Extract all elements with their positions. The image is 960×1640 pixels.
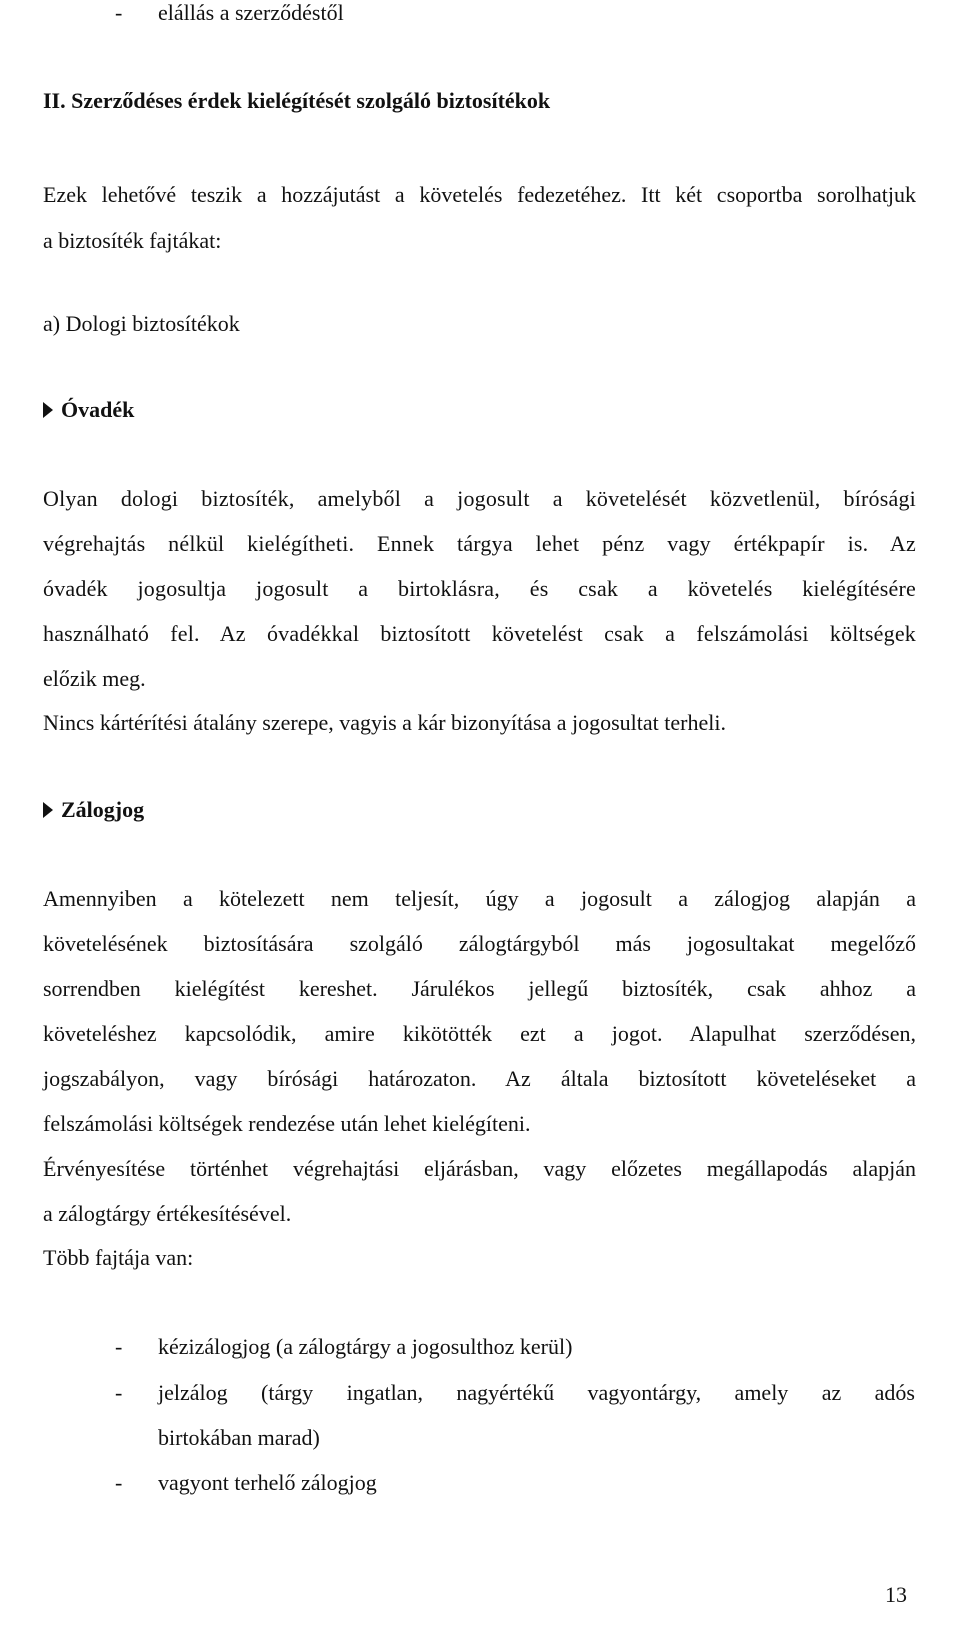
zalogjog-enforce-line-2: a zálogtárgy értékesítésével.	[43, 1201, 292, 1226]
zalogjog-heading-text: Zálogjog	[61, 797, 145, 822]
zalogjog-enforce-line-1: Érvényesítése történhet végrehajtási eljárásban, vagy előzetes megállapodás alapján	[43, 1156, 916, 1181]
list-item-text-continued: birtokában marad)	[158, 1425, 320, 1450]
ovadek-heading-text: Óvadék	[61, 397, 135, 422]
ovadek-line: használható fel. Az óvadékkal biztosított követelést csak a felszámolási költségek	[43, 621, 916, 646]
ovadek-heading	[43, 397, 134, 423]
intro-line-2: a biztosíték fajtákat:	[43, 228, 222, 253]
list-item-text: elállás a szerződéstől	[158, 0, 344, 25]
zalogjog-heading	[43, 797, 144, 823]
triangle-bullet-icon	[43, 802, 53, 818]
zalogjog-line: követelésének biztosítására szolgáló zálogtárgyból más jogosultakat megelőző	[43, 931, 916, 956]
intro-line-1: Ezek lehetővé teszik a hozzájutást a követelés fedezetéhez. Itt két csoportba sorolhatjuk	[43, 182, 916, 207]
ovadek-note: Nincs kártérítési átalány szerepe, vagyis a kár bizonyítása a jogosultat terheli.	[43, 710, 726, 735]
subsection-heading: a) Dologi biztosítékok	[43, 311, 240, 336]
zalogjog-line: követeléshez kapcsolódik, amire kikötötték ezt a jogot. Alapulhat szerződésen,	[43, 1021, 916, 1046]
list-dash: -	[115, 1334, 123, 1359]
ovadek-line-last: előzik meg.	[43, 666, 146, 691]
zalogjog-line-last: felszámolási költségek rendezése után lehet kielégíteni.	[43, 1111, 531, 1136]
list-dash: -	[115, 0, 123, 25]
list-item-text: jelzálog (tárgy ingatlan, nagyértékű vagyontárgy, amely az adós	[158, 1380, 915, 1405]
zalogjog-line: sorrendben kielégítést kereshet. Járulékos jellegű biztosíték, csak ahhoz a	[43, 976, 916, 1001]
zalogjog-line: jogszabályon, vagy bírósági határozaton. Az általa biztosított követeléseket a	[43, 1066, 916, 1091]
list-item-text: kézizálogjog (a zálogtárgy a jogosulthoz kerül)	[158, 1334, 573, 1359]
ovadek-line: Olyan dologi biztosíték, amelyből a jogosult a követelését közvetlenül, bírósági	[43, 486, 916, 511]
list-dash: -	[115, 1380, 123, 1405]
list-item-text: vagyont terhelő zálogjog	[158, 1470, 377, 1495]
list-dash: -	[115, 1470, 123, 1495]
section-title: II. Szerződéses érdek kielégítését szolgáló biztosítékok	[43, 88, 551, 113]
ovadek-line: óvadék jogosultja jogosult a birtoklásra, és csak a követelés kielégítésére	[43, 576, 916, 601]
page-number: 13	[885, 1582, 907, 1607]
zalogjog-types-intro: Több fajtája van:	[43, 1245, 194, 1270]
zalogjog-line: Amennyiben a kötelezett nem teljesít, úgy a jogosult a zálogjog alapján a	[43, 886, 916, 911]
ovadek-line: végrehajtás nélkül kielégítheti. Ennek tárgya lehet pénz vagy értékpapír is. Az	[43, 531, 916, 556]
triangle-bullet-icon	[43, 402, 53, 418]
